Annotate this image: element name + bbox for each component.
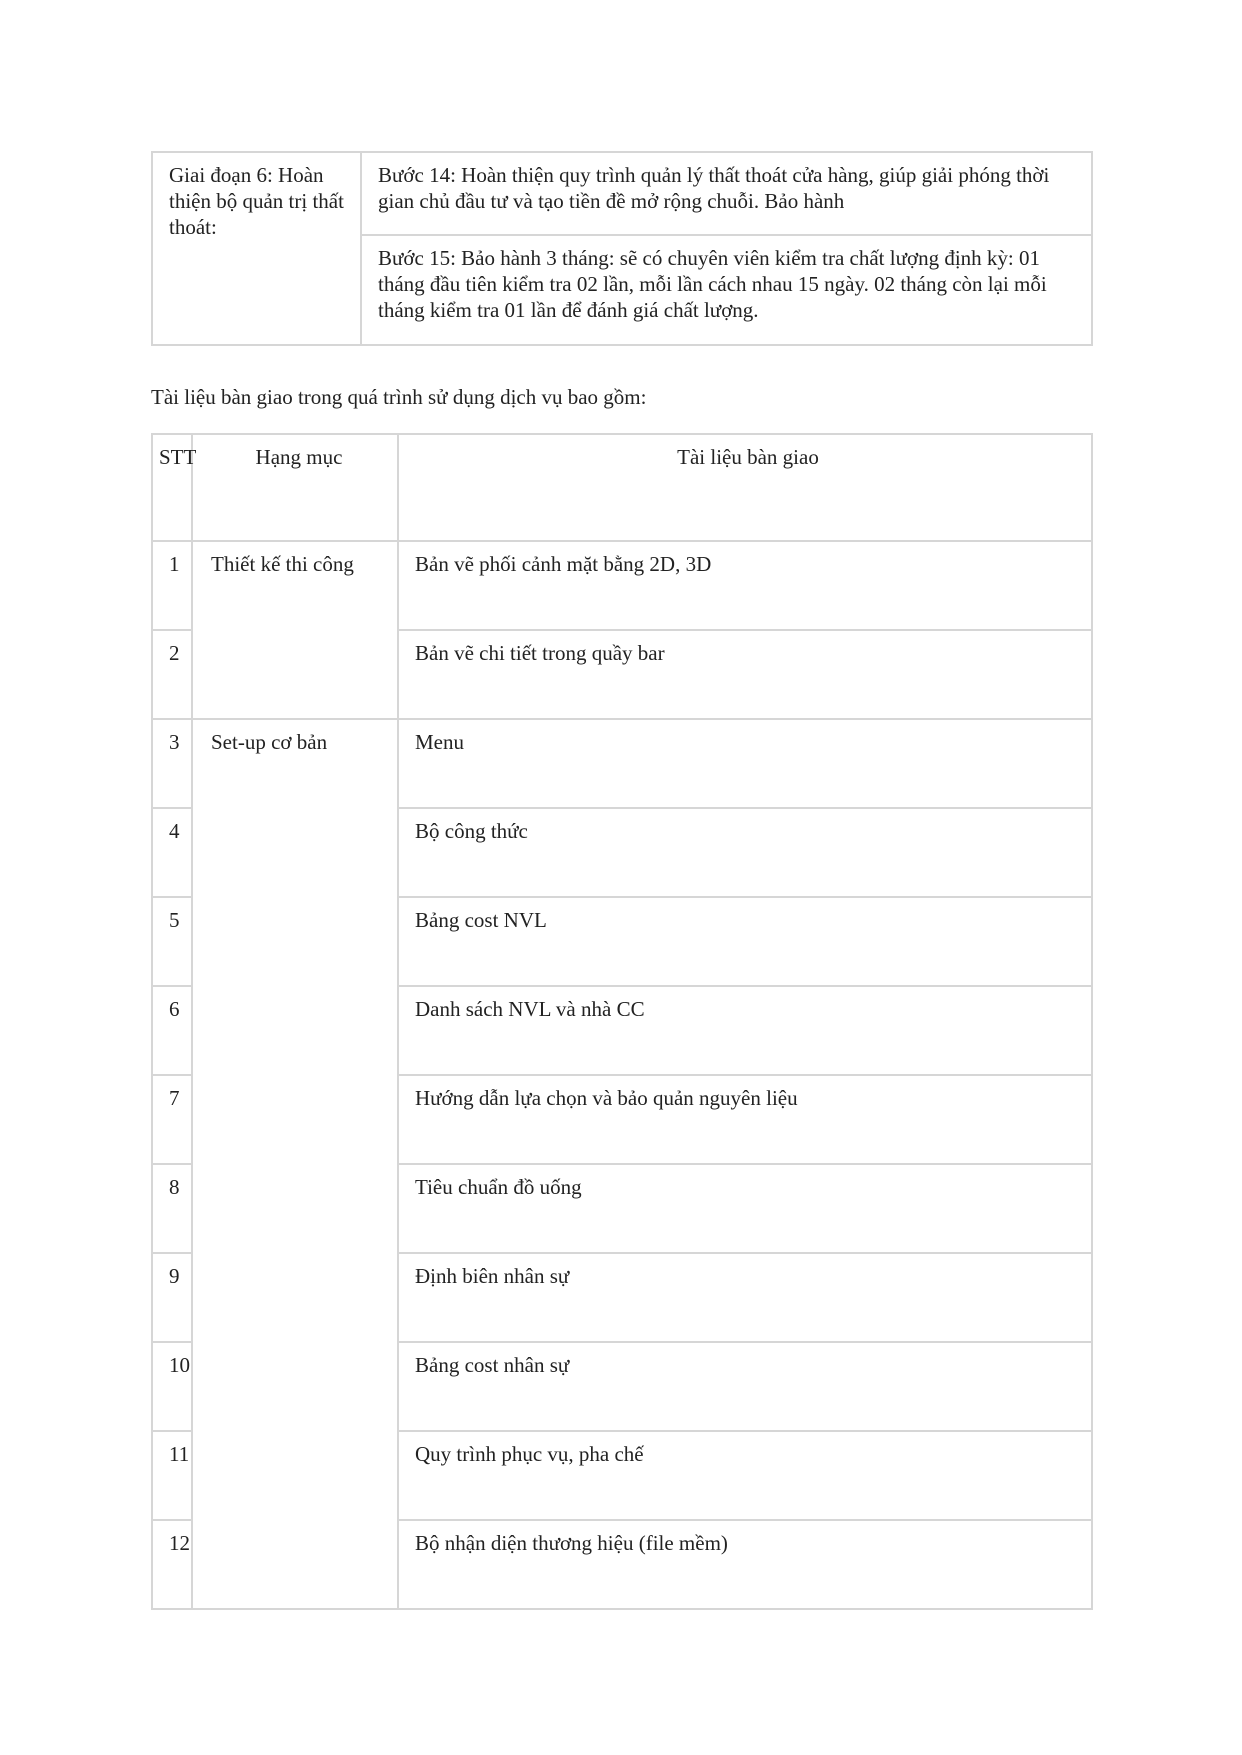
document-cell: Bản vẽ chi tiết trong quầy bar [398,630,1092,719]
category-label: Thiết kế thi công [211,552,354,576]
step-14-cell [361,152,1092,235]
row-number: 7 [152,1075,192,1164]
category-label: Set-up cơ bản [211,730,328,754]
category-cell [192,541,398,719]
step-15-cell [361,235,1092,345]
row-number: 12 [152,1520,192,1609]
document-cell: Tiêu chuẩn đồ uống [398,1164,1092,1253]
row-number: 11 [152,1431,192,1520]
intro-paragraph: Tài liệu bàn giao trong quá trình sử dụng dịch vụ bao gồm: [151,385,647,409]
header-stt [152,434,197,541]
header-documents-label: Tài liệu bàn giao [677,445,819,469]
step-14-text: Bước 14: Hoàn thiện quy trình quản lý thất thoát cửa hàng, giúp giải phóng thời gian chủ đầu tư và tạo tiền đề mở rộng chuỗi. Bảo hành [378,163,1050,213]
deliverables-table [151,433,1093,1610]
row-number: 4 [152,808,192,897]
table-header-row [152,434,1092,541]
document-cell: Danh sách NVL và nhà CC [398,986,1092,1075]
step-15-text: Bước 15: Bảo hành 3 tháng: sẽ có chuyên viên kiểm tra chất lượng định kỳ: 01 tháng đầu tiên kiểm tra 02 lần, mỗi lần cách nhau 15 ngày. 02 tháng còn lại mỗi tháng kiểm tra 01 lần để đánh giá chất lượng. [378,246,1047,322]
row-number: 1 [152,541,192,630]
header-category-label: Hạng mục [255,445,343,469]
header-category [192,434,398,541]
row-number: 8 [152,1164,192,1253]
category-cell [192,719,398,1609]
row-number: 9 [152,1253,192,1342]
document-cell: Quy trình phục vụ, pha chế [398,1431,1092,1520]
row-number: 2 [152,630,192,719]
header-stt-label: STT [159,445,197,469]
row-number: 6 [152,986,192,1075]
stage-label-cell [152,152,361,345]
header-documents [398,434,1092,541]
stage-table [151,151,1093,346]
table-row [152,541,1092,630]
row-number: 3 [152,719,192,808]
document-cell: Bảng cost nhân sự [398,1342,1092,1431]
document-cell: Bản vẽ phối cảnh mặt bằng 2D, 3D [398,541,1092,630]
document-cell: Bộ công thức [398,808,1092,897]
document-cell: Menu [398,719,1092,808]
table-row [152,719,1092,808]
stage-label: Giai đoạn 6: Hoàn thiện bộ quản trị thất thoát: [169,163,344,239]
row-number: 10 [152,1342,192,1431]
document-cell: Hướng dẫn lựa chọn và bảo quản nguyên liệu [398,1075,1092,1164]
row-number: 5 [152,897,192,986]
document-cell: Định biên nhân sự [398,1253,1092,1342]
document-cell: Bảng cost NVL [398,897,1092,986]
document-cell: Bộ nhận diện thương hiệu (file mềm) [398,1520,1092,1609]
